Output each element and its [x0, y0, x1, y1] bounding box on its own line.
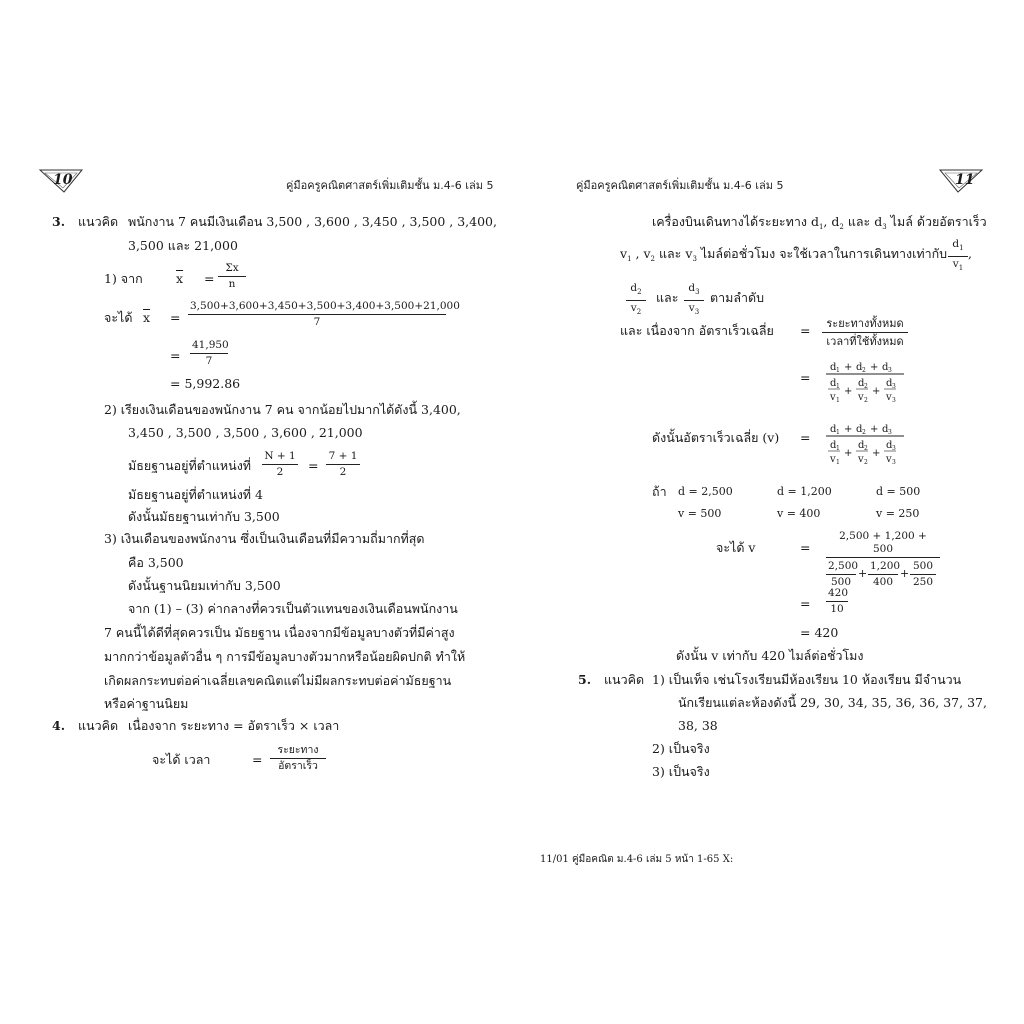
- if-label: ถ้า: [652, 484, 667, 499]
- svg-text:1: 1: [836, 429, 840, 436]
- total-time: เวลาที่ใช้ทั้งหมด: [826, 335, 904, 348]
- svg-text:1: 1: [836, 397, 840, 404]
- svg-text:2: 2: [864, 445, 868, 452]
- mean-sum-fraction: [188, 300, 460, 329]
- q5-line2: นักเรียนแต่ละห้องดังนี้ 29, 30, 34, 35, 36, 36, 37, 37,: [678, 695, 987, 710]
- equals-sign: =: [308, 458, 319, 473]
- step1-label: 1) จาก: [104, 271, 143, 286]
- speed-conclusion: ดังนั้น v เท่ากับ 420 ไมล์ต่อชั่วโมง: [676, 648, 864, 663]
- conclusion-para-line4: เกิดผลกระทบต่อค่าเฉลี่ยเลขคณิตแต่ไม่มีผลกระทบต่อค่ามัธยฐาน: [104, 673, 452, 688]
- mean-result: = 5,992.86: [170, 376, 241, 391]
- n-plus-1: N + 1: [262, 450, 298, 465]
- total-distance: ระยะทางทั้งหมด: [822, 316, 908, 333]
- v-symbol: v: [952, 258, 959, 270]
- v-compound-denominator: [826, 558, 940, 588]
- svg-text:v: v: [830, 392, 836, 403]
- right-running-title: คู่มือครูคณิตศาสตร์เพิ่มเติมชั้น ม.4-6 เล่ม 5: [576, 179, 784, 192]
- mean-sum-numerator: 3,500+3,600+3,450+3,500+3,400+3,500+21,000: [188, 300, 446, 315]
- conclusion-para-line5: หรือค่าฐานนิยม: [104, 696, 189, 711]
- svg-text:2: 2: [862, 367, 866, 374]
- mean-total-fraction: [190, 339, 228, 368]
- svg-text:v: v: [830, 454, 836, 465]
- svg-text:1: 1: [836, 383, 840, 390]
- svg-text:+: +: [844, 362, 853, 373]
- left-running-title: คู่มือครูคณิตศาสตร์เพิ่มเติมชั้น ม.4-6 เล่ม 5: [286, 179, 494, 192]
- svg-text:v: v: [886, 454, 892, 465]
- median-fraction-7: [326, 450, 360, 479]
- conclusion-para-line1: จาก (1) – (3) ค่ากลางที่ควรเป็นตัวแทนของเงินเดือนพนักงาน: [128, 601, 458, 616]
- d-symbol: d: [952, 238, 960, 250]
- v-symbol: v: [688, 302, 695, 314]
- plus: +: [858, 567, 868, 580]
- svg-text:2: 2: [864, 459, 868, 466]
- v-420: 420: [826, 587, 848, 602]
- text: ไมล์ต่อชั่วโมง จะใช้เวลาในการเดินทางเท่ากับ: [696, 246, 948, 261]
- q4-jadai-time: จะได้ เวลา: [152, 752, 211, 767]
- svg-text:d: d: [858, 440, 865, 451]
- frac-1200: 1,200: [868, 560, 898, 575]
- median-fraction-n: [262, 450, 298, 479]
- jadai-label: จะได้: [104, 310, 133, 325]
- svg-text:3: 3: [888, 429, 892, 436]
- svg-text:d: d: [858, 378, 865, 389]
- svg-text:d: d: [882, 362, 889, 373]
- equals-sign: =: [800, 430, 811, 445]
- plane-intro-line1: เครื่องบินเดินทางได้ระยะทาง $d_1$, $d_2$ และ $d_3$ ไมล์ ด้วยอัตราเร็ว: [652, 214, 987, 231]
- avg-speed-definition: [822, 316, 908, 349]
- mean-sum-denominator: 7: [313, 316, 321, 328]
- footer-print-info: 11/01 คู่มือคณิต ม.4-6 เล่ม 5 หน้า 1-65 X:: [540, 854, 734, 865]
- equals-sign: =: [170, 310, 181, 325]
- equals-sign: =: [800, 596, 811, 611]
- svg-text:1: 1: [836, 367, 840, 374]
- conclusion-para-line3: มากกว่าข้อมูลตัวอื่น ๆ การมีข้อมูลบางตัวมากหรือน้อยผิดปกติ ทำให้: [104, 649, 466, 664]
- d3-over-v3: $\frac{d_3}{v_3}$: [684, 282, 704, 319]
- svg-text:d: d: [856, 362, 863, 373]
- sum-x-numerator: Σx: [218, 262, 246, 277]
- svg-text:2: 2: [864, 383, 868, 390]
- jadai-v: จะได้ v: [716, 540, 756, 555]
- respectively-label: ตามลำดับ: [710, 290, 765, 305]
- equals-sign: =: [800, 370, 811, 385]
- svg-text:v: v: [858, 454, 864, 465]
- svg-text:3: 3: [892, 397, 896, 404]
- svg-text:3: 3: [888, 367, 892, 374]
- two-denominator: 2: [339, 466, 347, 478]
- svg-text:d: d: [830, 378, 837, 389]
- avg-speed-formula-1: [820, 358, 910, 408]
- q3-number: 3.: [52, 214, 66, 229]
- mean-total-numerator: 41,950: [190, 339, 228, 354]
- d-symbol: d: [630, 282, 638, 294]
- svg-text:1: 1: [836, 445, 840, 452]
- conclusion-para-line2: 7 คนนี้ได้ดีที่สุดควรเป็น มัธยฐาน เนื่องจากมีข้อมูลบางตัวที่มีค่าสูง: [104, 625, 455, 640]
- v-420-over-10: [826, 587, 848, 616]
- svg-text:3: 3: [892, 445, 896, 452]
- distance-numerator: ระยะทาง: [270, 744, 326, 759]
- frac-250: 250: [912, 576, 934, 588]
- svg-text:d: d: [830, 440, 837, 451]
- v-compound-inner: [826, 530, 940, 558]
- sum-distances: 2,500 + 1,200 + 500: [826, 530, 940, 558]
- xbar-symbol-2: $\overline{x}$: [143, 310, 151, 325]
- svg-text:d: d: [886, 440, 893, 451]
- equals-sign: =: [204, 271, 215, 286]
- median-position-label: มัธยฐานอยู่ที่ตำแหน่งที่: [128, 458, 252, 473]
- q5-label: แนวคิด: [604, 672, 645, 687]
- q4-label: แนวคิด: [78, 718, 119, 733]
- step3-line2: คือ 3,500: [128, 555, 184, 570]
- n-denominator: n: [228, 278, 236, 290]
- v3-value: v = 250: [876, 507, 920, 520]
- plus: +: [900, 567, 910, 580]
- v-result: = 420: [800, 625, 839, 640]
- equals-sign: =: [800, 540, 811, 555]
- because-avg-speed: และ เนื่องจาก อัตราเร็วเฉลี่ย: [620, 323, 774, 338]
- frac-500b: 500: [910, 560, 936, 575]
- plane-intro-line2: $v_1$ , $v_2$ และ $v_3$ ไมล์ต่อชั่วโมง จะใช้เวลาในการเดินทางเท่ากับ: [620, 246, 948, 263]
- text: , d: [823, 214, 840, 229]
- frac-500a: 500: [830, 576, 852, 588]
- svg-text:+: +: [872, 386, 881, 397]
- q5-item3: 3) เป็นจริง: [652, 764, 710, 779]
- v-compound-fraction: [826, 530, 940, 588]
- equals-sign: =: [170, 348, 181, 363]
- svg-text:1: 1: [836, 459, 840, 466]
- d3-value: d = 500: [876, 485, 921, 498]
- and-label: และ: [656, 290, 679, 305]
- d1-over-v1: $\frac{d_1}{v_1}$: [948, 238, 968, 275]
- svg-text:+: +: [844, 448, 853, 459]
- text: เครื่องบินเดินทางได้ระยะทาง d: [652, 214, 819, 229]
- q4-formula: เนื่องจาก ระยะทาง = อัตราเร็ว × เวลา: [128, 718, 340, 733]
- two-denominator: 2: [276, 466, 284, 478]
- q5-line3: 38, 38: [678, 718, 718, 733]
- svg-text:d: d: [830, 362, 837, 373]
- speed-denominator: อัตราเร็ว: [278, 760, 318, 772]
- frac-2500: 2,500: [826, 560, 856, 575]
- v1-value: v = 500: [678, 507, 722, 520]
- text: และ v: [654, 246, 693, 261]
- v-symbol: v: [630, 302, 637, 314]
- sum-x-over-n: [218, 262, 246, 291]
- q3-label: แนวคิด: [78, 214, 119, 229]
- step2-line2: 3,450 , 3,500 , 3,500 , 3,600 , 21,000: [128, 425, 363, 440]
- svg-text:d: d: [886, 378, 893, 389]
- text: และ d: [843, 214, 883, 229]
- svg-text:2: 2: [864, 397, 868, 404]
- d2-value: d = 1,200: [777, 485, 832, 498]
- v-10: 10: [830, 603, 844, 615]
- median-position-4: มัธยฐานอยู่ที่ตำแหน่งที่ 4: [128, 487, 263, 502]
- median-result: ดังนั้นมัธยฐานเท่ากับ 3,500: [128, 509, 280, 524]
- q5-item2: 2) เป็นจริง: [652, 741, 710, 756]
- time-fraction: [270, 744, 326, 773]
- text: v: [620, 246, 628, 261]
- avg-speed-formula-2: [820, 420, 910, 470]
- q3-line1: พนักงาน 7 คนมีเงินเดือน 3,500 , 3,600 , 3,450 , 3,500 , 3,400,: [128, 214, 497, 229]
- svg-text:v: v: [886, 392, 892, 403]
- text: , v: [631, 246, 651, 261]
- text: ไมล์ ด้วยอัตราเร็ว: [886, 214, 987, 229]
- svg-text:3: 3: [892, 383, 896, 390]
- svg-text:d: d: [882, 424, 889, 435]
- svg-text:+: +: [844, 424, 853, 435]
- left-page-number: 10: [53, 172, 73, 188]
- svg-text:+: +: [870, 362, 879, 373]
- step2-line1: 2) เรียงเงินเดือนของพนักงาน 7 คน จากน้อยไปมากได้ดังนี้ 3,400,: [104, 402, 461, 417]
- q5-line1: 1) เป็นเท็จ เช่นโรงเรียนมีห้องเรียน 10 ห้องเรียน มีจำนวน: [652, 672, 962, 687]
- equals-sign: =: [252, 752, 263, 767]
- mean-total-denominator: 7: [205, 355, 213, 367]
- therefore-avg-speed: ดังนั้นอัตราเร็วเฉลี่ย (v): [652, 430, 780, 445]
- q4-number: 4.: [52, 718, 66, 733]
- q5-number: 5.: [578, 672, 592, 687]
- v2-value: v = 400: [777, 507, 821, 520]
- svg-text:+: +: [870, 424, 879, 435]
- d1-value: d = 2,500: [678, 485, 733, 498]
- svg-text:2: 2: [862, 429, 866, 436]
- svg-text:v: v: [858, 392, 864, 403]
- d2-over-v2: $\frac{d_2}{v_2}$: [626, 282, 646, 319]
- svg-text:+: +: [872, 448, 881, 459]
- d-symbol: d: [688, 282, 696, 294]
- step3-line1: 3) เงินเดือนของพนักงาน ซึ่งเป็นเงินเดือนที่มีความถี่มากที่สุด: [104, 531, 425, 546]
- xbar-symbol: $\overline{x}$: [176, 271, 184, 286]
- comma: ,: [968, 246, 972, 261]
- svg-text:d: d: [856, 424, 863, 435]
- seven-plus-1: 7 + 1: [326, 450, 360, 465]
- frac-400: 400: [872, 576, 894, 588]
- q3-line2: 3,500 และ 21,000: [128, 238, 238, 253]
- svg-text:3: 3: [892, 459, 896, 466]
- mode-result: ดังนั้นฐานนิยมเท่ากับ 3,500: [128, 578, 281, 593]
- equals-sign: =: [800, 323, 811, 338]
- right-page-number: 11: [955, 172, 975, 188]
- svg-text:d: d: [830, 424, 837, 435]
- svg-text:+: +: [844, 386, 853, 397]
